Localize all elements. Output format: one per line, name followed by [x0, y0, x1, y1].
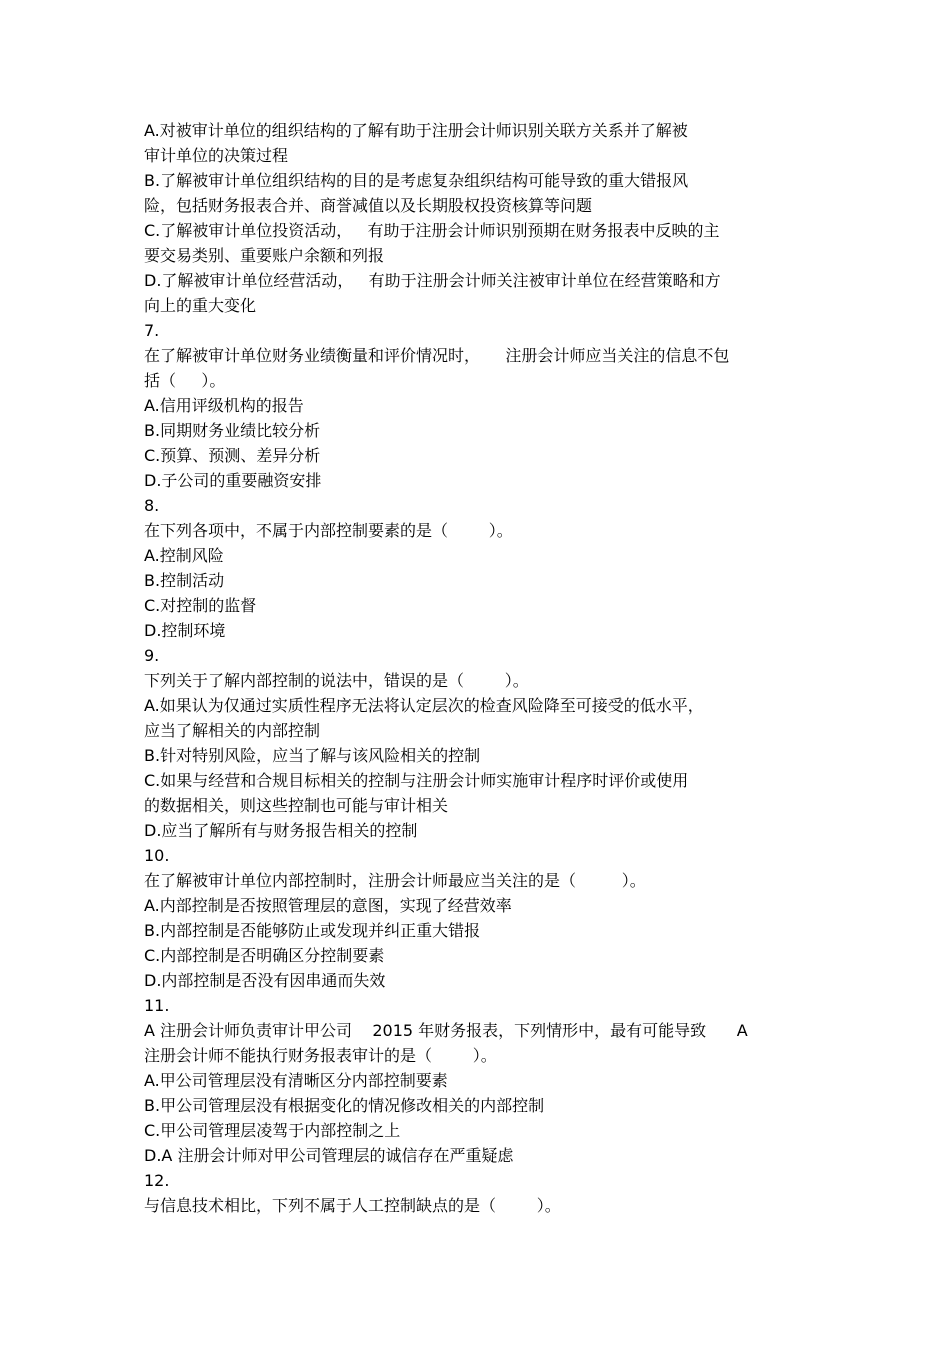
q10-number: 10.: [144, 846, 170, 865]
q6-option-a-line-1: A.对被审计单位的组织结构的了解有助于注册会计师识别关联方关系并了解被: [144, 121, 688, 140]
q10-option-b: B.内部控制是否能够防止或发现并纠正重大错报: [144, 921, 481, 940]
q9-number: 9.: [144, 646, 160, 665]
q11-option-c: C.甲公司管理层凌驾于内部控制之上: [144, 1121, 401, 1140]
q11-option-b: B.甲公司管理层没有根据变化的情况修改相关的内部控制: [144, 1096, 545, 1115]
q12-stem: 与信息技术相比，下列不属于人工控制缺点的是（ ）。: [144, 1196, 561, 1215]
q8-option-a: A.控制风险: [144, 546, 224, 565]
q7-option-d: D.子公司的重要融资安排: [144, 471, 322, 490]
q7-stem-line-2: 括（ ）。: [144, 371, 226, 390]
q7-option-a: A.信用评级机构的报告: [144, 396, 304, 415]
q11-number: 11.: [144, 996, 170, 1015]
page-content: [144, 118, 824, 1218]
q6-option-d-line-1: D.了解被审计单位经营活动， 有助于注册会计师关注被审计单位在经营策略和方: [144, 271, 721, 290]
q12-number: 12.: [144, 1171, 170, 1190]
q8-number: 8.: [144, 496, 160, 515]
q7-stem-line-1: 在了解被审计单位财务业绩衡量和评价情况时， 注册会计师应当关注的信息不包: [144, 346, 730, 365]
q9-option-a-line-1: A.如果认为仅通过实质性程序无法将认定层次的检查风险降至可接受的低水平，: [144, 696, 704, 715]
q11-stem-line-2: 注册会计师不能执行财务报表审计的是（ ）。: [144, 1046, 497, 1065]
q11-option-a: A.甲公司管理层没有清晰区分内部控制要素: [144, 1071, 448, 1090]
q6-option-b-line-2: 险，包括财务报表合并、商誉减值以及长期股权投资核算等问题: [144, 196, 593, 215]
q6-option-c-line-2: 要交易类别、重要账户余额和列报: [144, 246, 385, 265]
q9-stem: 下列关于了解内部控制的说法中，错误的是（ ）。: [144, 671, 529, 690]
q6-option-c-line-1: C.了解被审计单位投资活动， 有助于注册会计师识别预期在财务报表中反映的主: [144, 221, 720, 240]
q9-option-b: B.针对特别风险，应当了解与该风险相关的控制: [144, 746, 481, 765]
q9-option-d: D.应当了解所有与财务报告相关的控制: [144, 821, 418, 840]
q8-option-b: B.控制活动: [144, 571, 225, 590]
q6-option-a-line-2: 审计单位的决策过程: [144, 146, 289, 165]
q7-number: 7.: [144, 321, 160, 340]
q11-stem-line-1: A 注册会计师负责审计甲公司 2015 年财务报表，下列情形中，最有可能导致 A: [144, 1021, 748, 1040]
q11-option-d: D.A 注册会计师对甲公司管理层的诚信存在严重疑虑: [144, 1146, 514, 1165]
q7-option-b: B.同期财务业绩比较分析: [144, 421, 321, 440]
q8-stem: 在下列各项中，不属于内部控制要素的是（ ）。: [144, 521, 513, 540]
q7-option-c: C.预算、预测、差异分析: [144, 446, 321, 465]
q9-option-c-line-2: 的数据相关，则这些控制也可能与审计相关: [144, 796, 449, 815]
q9-option-a-line-2: 应当了解相关的内部控制: [144, 721, 321, 740]
q10-option-c: C.内部控制是否明确区分控制要素: [144, 946, 385, 965]
q8-option-c: C.对控制的监督: [144, 596, 257, 615]
q10-stem: 在了解被审计单位内部控制时，注册会计师最应当关注的是（ ）。: [144, 871, 646, 890]
q6-option-d-line-2: 向上的重大变化: [144, 296, 257, 315]
q10-option-d: D.内部控制是否没有因串通而失效: [144, 971, 386, 990]
q10-option-a: A.内部控制是否按照管理层的意图，实现了经营效率: [144, 896, 512, 915]
q6-option-b-line-1: B.了解被审计单位组织结构的目的是考虑复杂组织结构可能导致的重大错报风: [144, 171, 689, 190]
q9-option-c-line-1: C.如果与经营和合规目标相关的控制与注册会计师实施审计程序时评价或使用: [144, 771, 689, 790]
q8-option-d: D.控制环境: [144, 621, 226, 640]
